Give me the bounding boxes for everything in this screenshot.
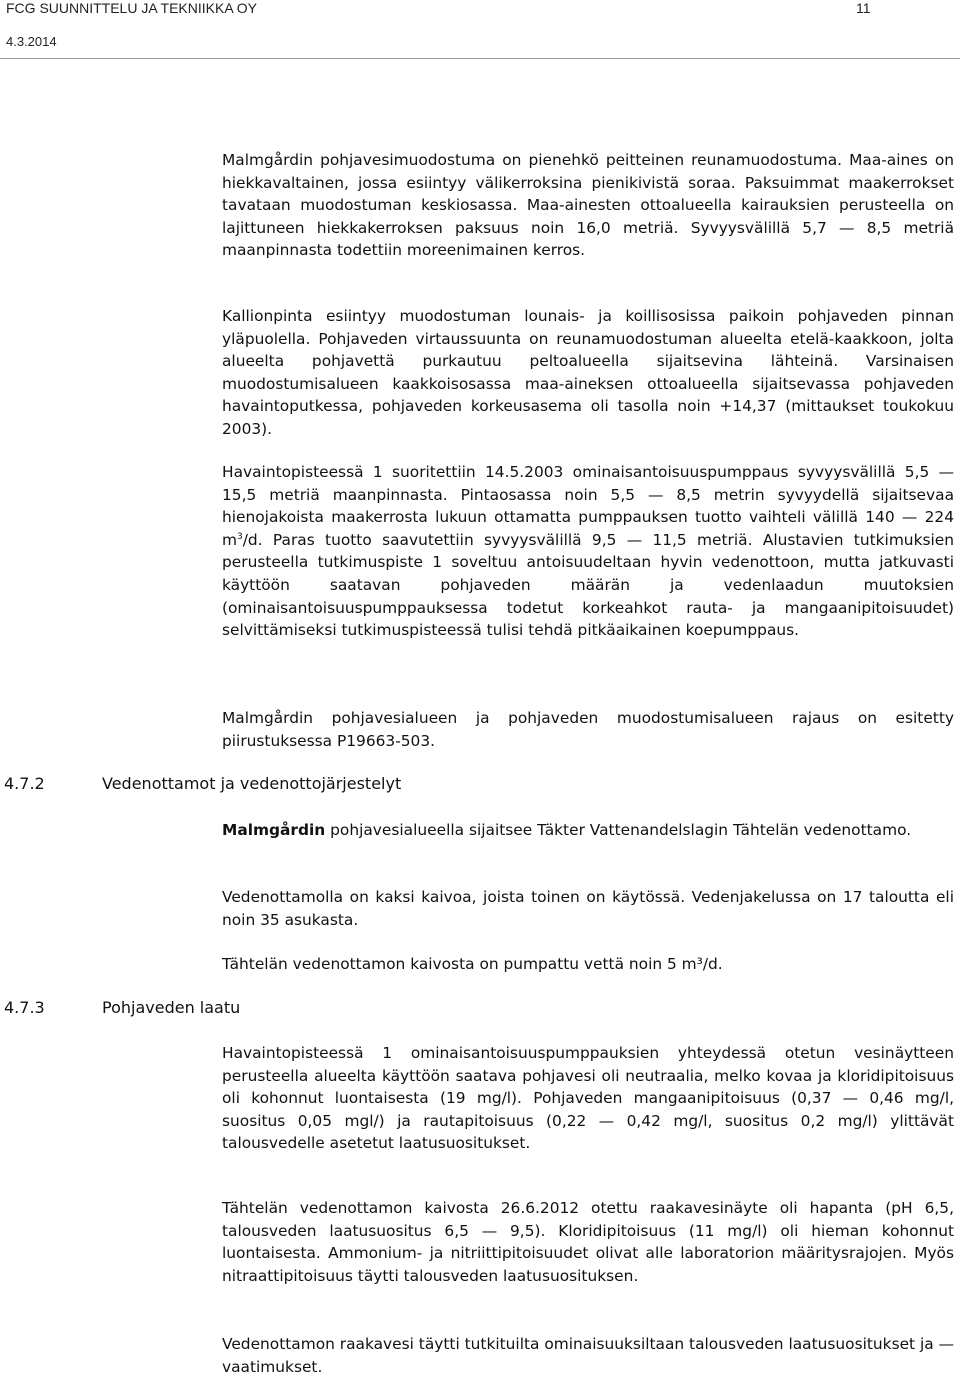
paragraph-water-intake — [222, 819, 954, 842]
section-number: 4.7.2 — [4, 774, 45, 793]
section-title: Pohjaveden laatu — [102, 998, 241, 1017]
paragraph-water-sample — [222, 1042, 954, 1155]
paragraph-text — [222, 461, 954, 642]
paragraph-soil-structure — [222, 149, 954, 262]
text-run: pohjavesialueella sijaitsee Täkter Vattenandelslagin Tähtelän vedenottamo. — [325, 821, 912, 839]
text-run: Havaintopisteessä 1 suoritettiin 14.5.2003 ominaisantoisuuspumppaus syvyysvälillä 5,5 — 15,5 metriä maanpinnasta. Pintaosassa noin 5,5 — 8,5 metrin syvyydellä sijaitsevaa hienojakoista maakerrosta lukuun ottamatta pumppauksen tuotto vaihteli välillä 140 — 224 m — [222, 463, 954, 549]
paragraph-bedrock-flow — [222, 305, 954, 441]
header-divider — [0, 58, 960, 59]
section-title: Vedenottamot ja vedenottojärjestelyt — [102, 774, 402, 793]
company-name: FCG SUUNNITTELU JA TEKNIIKKA OY — [6, 0, 258, 16]
paragraph-text: Vedenottamon raakavesi täytti tutkituilta ominaisuuksiltaan talousveden laatusuositukset ja — vaatimukset. — [222, 1335, 954, 1376]
paragraph-text: Malmgårdin pohjavesialueen ja pohjaveden muodostumisalueen rajaus on esitetty piirustuksessa P19663-503. — [222, 709, 954, 750]
paragraph-pumped-volume — [222, 953, 954, 976]
bold-text: Malmgårdin — [222, 821, 326, 839]
section-heading-472 — [4, 773, 401, 795]
section-heading-473 — [4, 997, 240, 1019]
section-number: 4.7.3 — [4, 998, 45, 1017]
paragraph-text: Tähtelän vedenottamon kaivosta 26.6.2012 otettu raakavesinäyte oli hapanta (pH 6,5, talousveden laatusuositus 6,5 — 9,5). Kloridipitoisuus (11 mg/l) oli hieman kohonnut luontaisesta. Ammonium- ja nitriittipitoisuudet olivat alle laboratorion määritysrajojen. Myös nitraattipitoisuus täytti talousveden laatusuosituksen. — [222, 1199, 954, 1285]
paragraph-text: Vedenottamolla on kaksi kaivoa, joista toinen on käytössä. Vedenjakelussa on 17 taloutta eli noin 35 asukasta. — [222, 888, 954, 929]
document-date: 4.3.2014 — [6, 34, 57, 49]
paragraph-conclusion — [222, 1333, 954, 1378]
paragraph-boundary — [222, 707, 954, 752]
text-run: /d. Paras tuotto saavutettiin syvyysvälillä 9,5 — 11,5 metriä. Alustavien tutkimuksien perusteella tutkimuspiste 1 soveltuu antoisuudeltaan hyvin vedenottoon, mutta jatkuvasti käyttöön saatavan pohjaveden määrän ja vedenlaadun muutoksien (ominaisantoisuuspumppauksessa todetut korkeahkot rauta- ja mangaanipitoisuudet) selvittämiseksi tutkimuspisteessä tulisi tehdä pitkäaikainen koepumppaus. — [222, 530, 954, 640]
paragraph-text: Havaintopisteessä 1 ominaisantoisuuspumppauksien yhteydessä otetun vesinäytteen perusteella alueelta käyttöön saatava pohjavesi oli neutraalia, melko kovaa ja kloridipitoisuus oli kohonnut luontaisesta (19 mg/l). Pohjaveden mangaanipitoisuus (0,37 — 0,46 mg/l, suositus 0,05 mgl/) ja rautapitoisuus (0,22 — 0,42 mg/l, suositus 0,2 mg/l) ylittävät talousvedelle asetetut laatusuositukset. — [222, 1044, 954, 1153]
paragraph-raw-water — [222, 1197, 954, 1287]
paragraph-text — [222, 819, 954, 842]
paragraph-text: Kallionpinta esiintyy muodostuman lounais- ja koillisosissa paikoin pohjaveden pinnan yläpuolella. Pohjaveden virtaussuunta on reunamuodostuman alueelta etelä-kaakkoon, jolta alueelta pohjavettä purkautuu peltoalueella sijaitsevina lähteinä. Varsinaisen muodostumisalueen kaakkoisosassa maa-aineksen ottoalueella sijaitsevassa pohjaveden havaintoputkessa, pohjaveden korkeusasema oli tasolla noin +14,37 (mittaukset toukokuu 2003). — [222, 307, 954, 438]
paragraph-pumping-test — [222, 461, 954, 642]
page-number: 11 — [856, 0, 871, 16]
paragraph-wells — [222, 886, 954, 931]
paragraph-text: Tähtelän vedenottamon kaivosta on pumpattu vettä noin 5 m³/d. — [222, 955, 723, 973]
paragraph-text: Malmgårdin pohjavesimuodostuma on pienehkö peitteinen reunamuodostuma. Maa-aines on hiekkavaltainen, jossa esiintyy välikerroksina pienikivistä soraa. Paksuimmat maakerrokset tavataan muodostuman keskiosassa. Maa-ainesten ottoalueella kairauksien perusteella on lajittuneen hiekkakerroksen paksuus noin 16,0 metriä. Syvyysvälillä 5,7 — 8,5 metriä maanpinnasta todettiin moreenimainen kerros. — [222, 151, 954, 260]
superscript: 3 — [237, 531, 243, 542]
